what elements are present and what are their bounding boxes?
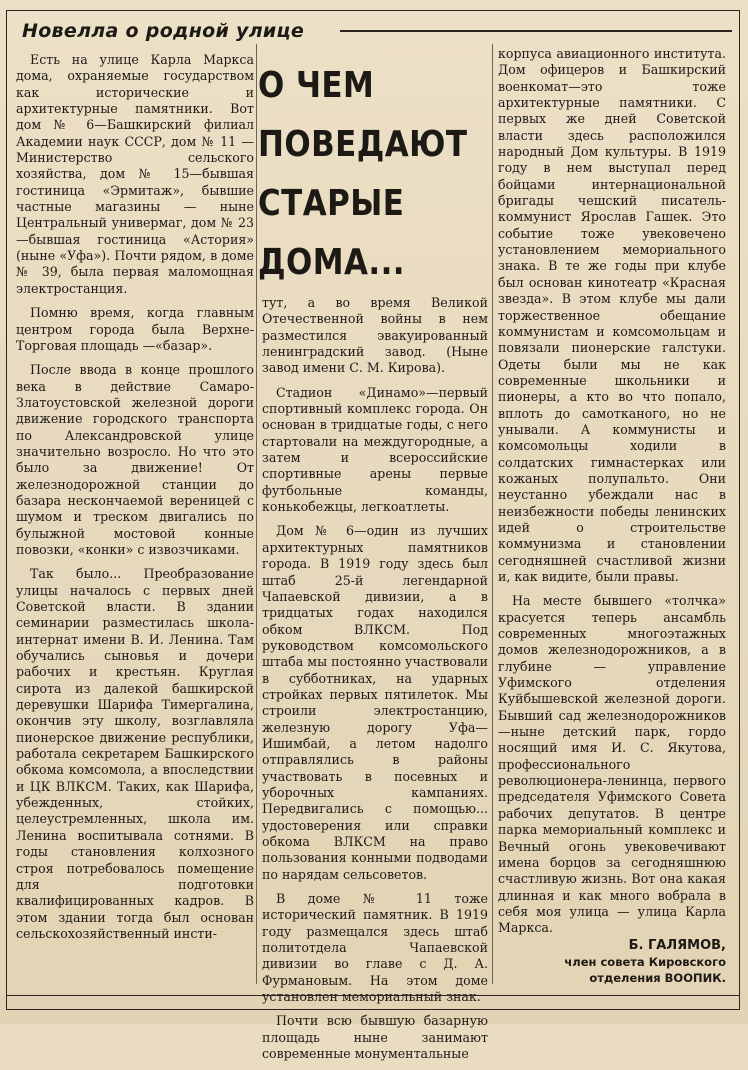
paragraph: Дом № 6—один из лучших архитектурных памятников города. В 1919 году здесь был штаб 25-й легендарной Чапаевской дивизии, а в тридцатых годах находился обком ВЛКСМ. Под руководством комсомольского штаба мы постоянно участвовали в субботниках, на ударных стройках первых пятилеток. Мы строили электростанцию, железную дорогу Уфа—Ишимбай, а летом надолго отправлялись в районы участвовать в посевных и уборочных кампаниях. Передвигались с помощью... удостоверения или справки обкома ВЛКСМ на право пользования конными подводами по нарядам сельсоветов.	[262, 523, 488, 882]
paragraph: В доме № 11 тоже исторический памятник. В 1919 году размещался здесь штаб политотдела Чапаевской дивизии во главе с Д. А. Фурмановым. На этом доме установлен мемориальный знак.	[262, 891, 488, 1005]
headline-line: ПОВЕДАЮТ	[258, 124, 468, 165]
headline-line: О ЧЕМ	[258, 65, 375, 106]
bottom-rule	[6, 995, 740, 996]
column-divider-1	[256, 44, 257, 984]
rubric-rule	[340, 30, 732, 32]
article-column-1	[16, 52, 254, 950]
paragraph: После ввода в конце прошлого века в действие Самаро-Златоустовской железной дороги движение городского транспорта по Александровской улице значительно возросло. Но что это было за движение! От железнодорожной станции до базара нескончаемой вереницей с шумом и треском двигались по булыжной мостовой конные повозки, «конки» с извозчиками.	[16, 362, 254, 557]
rubric-title: Новелла о родной улице	[22, 20, 305, 42]
column-divider-2	[492, 44, 493, 984]
paragraph: Почти всю бывшую базарную площадь ныне занимают современные монументальные	[262, 1013, 488, 1062]
author-title-line: отделения ВООПИК.	[589, 971, 726, 985]
headline-line: ДОМА...	[258, 242, 405, 283]
paragraph: тут, а во время Великой Отечественной войны в нем разместился эвакуированный ленинградский завод. (Ныне завод имени С. М. Кирова).	[262, 295, 488, 376]
paragraph: корпуса авиационного института. Дом офицеров и Башкирский военкомат—это тоже архитектурные памятники. С первых же дней Советской власти здесь расположился народный Дом культуры. В 1919 году в нем выступал перед бойцами интернациональной бригады чешский писатель-коммунист Ярослав Гашек. Это событие тоже увековечено установлением мемориального знака. В те же годы при клубе был основан кинотеатр «Красная звезда». В этом клубе мы дали торжественное обещание коммунистам и комсомольцам и повязали пионерские галстуки. Одеты были мы не как современные школьники и пионеры, а кто во что попало, вплоть до самотканого, но не унывали. А коммунисты и комсомольцы ходили в солдатских гимнастерках или кожаных полупальто. Они неустанно убеждали нас в неизбежности победы ленинских идей о строительстве коммунизма и становлении сегодняшней счастливой жизни и, как видите, были правы.	[498, 46, 726, 584]
paragraph: На месте бывшего «толчка» красуется теперь ансамбль современных многоэтажных домов железнодорожников, а в глубине — управление Уфимского отделения Куйбышевской железной дороги. Бывший сад железнодорожников —ныне детский парк, гордо носящий имя И. С. Якутова, профессионального революционера-ленинца, первого председателя Уфимского Совета рабочих депутатов. В центре парка мемориальный комплекс и Вечный огонь увековечивают имена борцов за сегодняшнюю счастливую жизнь. Вот она какая длинная и как много вобрала в себя моя улица — улица Карла Маркса.	[498, 593, 726, 936]
paragraph: Помню время, когда главным центром города была Верхне-Торговая площадь —«базар».	[16, 305, 254, 353]
article-column-3	[498, 46, 726, 945]
paragraph: Есть на улице Карла Маркса дома, охраняемые государством как исторические и архитектурные памятники. Вот дом № 6—Башкирский филиал Академии наук СССР, дом № 11 — Министерство сельского хозяйства, дом № 15—бывшая гостиница «Эрмитаж», бывшие частные магазины — ныне Центральный универмаг, дом № 23—бывшая гостиница «Астория» (ныне «Уфа»). Почти рядом, в доме № 39, была первая маломощная электростанция.	[16, 52, 254, 296]
paragraph: Стадион «Динамо»—первый спортивный комплекс города. Он основан в тридцатые годы, с него стартовали на междугородные, а затем и всероссийские спортивные арены первые футбольные команды, конькобежцы, легкоатлеты.	[262, 384, 488, 515]
author-signature	[498, 938, 726, 986]
author-name: Б. ГАЛЯМОВ,	[628, 938, 726, 953]
paragraph: Так было... Преобразование улицы началось с первых дней Советской власти. В здании семинарии разместилась школа-интернат имени В. И. Ленина. Там обучались сыновья и дочери рабочих и крестьян. Круглая сирота из далекой башкирской деревушки Шарифа Тимергалина, окончив эту школу, возглавляла пионерское движение республики, работала секретарем Башкирского обкома комсомола, а впоследствии и ЦК ВЛКСМ. Таких, как Шарифа, убежденных, стойких, целеустремленных, школа им. Ленина воспитывала сотнями. В годы становления колхозного строя потребовалось помещение для подготовки квалифицированных кадров. В этом здании тогда был основан сельскохозяйственный инсти-	[16, 566, 254, 941]
headline-line: СТАРЫЕ	[258, 183, 405, 224]
author-title-line: член совета Кировского	[564, 955, 726, 969]
article-column-2	[262, 295, 488, 1070]
article-headline	[258, 56, 492, 292]
